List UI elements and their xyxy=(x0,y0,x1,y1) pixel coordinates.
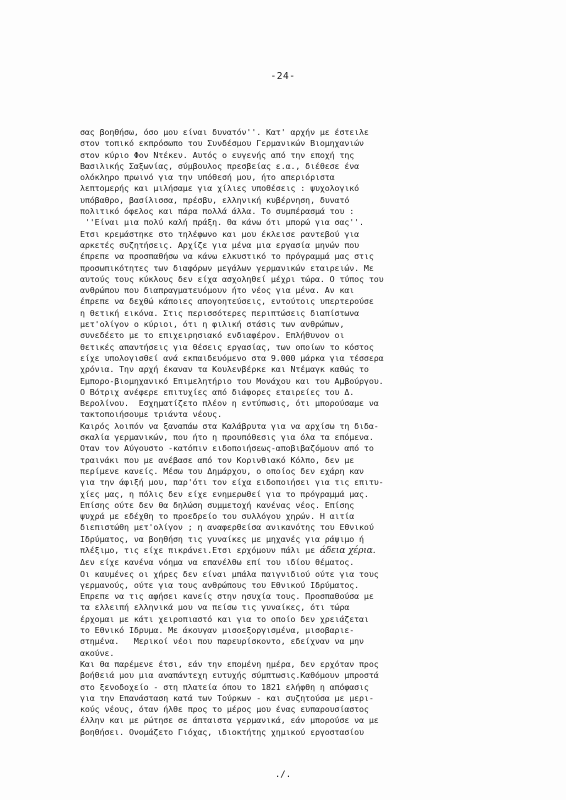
continuation-mark: ./. xyxy=(274,770,292,780)
text-line: είχε υπολογισθεί ανά εκπαιδευόμενο στα 9.000 μάρκα για τέσσερα xyxy=(80,352,384,363)
text-line: Ιδρύματος, να βοηθήση τις γυναίκες με μηχανές για ράψιμο ή xyxy=(80,533,364,544)
text-line: χρόνια. Την αρχή έκαναν τα Κουλενβέρκε και Ντέμαγκ καθώς το xyxy=(80,364,369,375)
text-line: σκαλία γερμανικών, που ήτο η προυπόθεσις για όλα τα επόμενα. xyxy=(80,432,374,443)
text-line: έπρεπε να δεχθώ κάποιες απογοητεύσεις, εντούτοις υπερτερούσε xyxy=(80,296,374,307)
text-line: στον τοπικό εκπρόσωπο του Συνδέσμου Γερμανικών Βιομηχανιών xyxy=(80,138,364,149)
text-line: θετικές απαντήσεις για θέσεις εργασίας, των οποίων το κόστος xyxy=(80,341,374,352)
text-line: ψυχρά με εδέχθη το προεδρείο του συλλόγου χηρών. Η αιτία xyxy=(80,511,355,522)
text-line: το Εθνικό Ιδρυμα. Με άκουγαν μισοεξοργισμένα, μισοβαριε- xyxy=(80,625,355,636)
text-line: Εμπορο-βιομηχανικό Επιμελητήριο του Μονάχου και του Αμβούργου. xyxy=(80,375,384,386)
text-line: ανθρώπου που διαπραγματευόμουν ήτο νέος για μένα. Αν και xyxy=(80,285,355,296)
text-line: για την άφιξή μου, παρ'ότι τον είχα ειδοποιήσει για τις επιτυ- xyxy=(80,477,384,488)
text-line: περίμενε κανείς. Μέσω του Δημάρχου, ο οποίος δεν εχάρη καν xyxy=(80,465,364,476)
text-line: έπρεπε να προσπαθήσω να κάνω ελκυστικό το πρόγραμμά μας στις xyxy=(80,251,374,262)
text-line: κούς νέους, όταν ήλθε προς το μέρος μου ένας ευπαρουσίαστος xyxy=(80,704,369,715)
text-line: η θετική εικόνα. Στις περισσότερες περιπτώσεις διαπίστωνα xyxy=(80,307,360,318)
text-line: πολιτικό όφελος και πάρα πολλά άλλα. Το συμπέρασμά του : xyxy=(80,206,355,217)
text-line: έλλην και με ρώτησε σε άπταιστα γερμανικά, εάν μπορούσε να με xyxy=(80,715,379,726)
text-line: προσωπικότητες των διαφόρων μεγάλων γερμανικών εταιρειών. Με xyxy=(80,262,374,273)
text-line: στον κύριο Φον Ντέκεν. Αυτός ο ευγενής από την εποχή της xyxy=(80,149,355,160)
text-line: βοήθειά μου μια αναπάντεχη ευτυχής σύμπτωσις.Καθόμουν μπροστά xyxy=(80,670,379,681)
text-line: ''Είναι μια πολύ καλή πράξη. Θα κάνω ότι μπορώ για σας''. xyxy=(80,217,364,228)
text-line: Δεν είχε κανένα νόημα να επανέλθω επί του ιδίου θέματος. xyxy=(80,557,355,568)
text-line: λεπτομερής και μιλήσαμε για χίλιες υποθέσεις : ψυχολογικό xyxy=(80,183,360,194)
text-line: μετ'ολίγον ο κύριοι, ότι η φιλική στάσις των ανθρώπων, xyxy=(80,319,345,330)
text-line: Επρεπε να τις αφήσει κανείς στην ησυχία τους. Προσπαθούσα με xyxy=(80,591,374,602)
text-line: Και θα παρέμενε έτσι, εάν την επομένη ημέρα, δεν ερχόταν προς xyxy=(80,658,379,669)
page-number: -24- xyxy=(270,71,296,82)
text-line: ακούνε. xyxy=(80,647,115,658)
text-line: χίες μας, η πόλις δεν είχε ενημερωθεί για το πρόγραμμά μας. xyxy=(80,488,369,499)
text-line: βοηθήσει. Ονομάζετο Γιόχας, ιδιοκτήτης χημικού εργοστασίου xyxy=(80,726,364,737)
body-text xyxy=(80,127,500,738)
text-line: τραινάκι που με ανέβασε από τον Κορινθιακό Κόλπο, δεν με xyxy=(80,454,355,465)
text-line: Καιρός λοιπόν να ξαναπάω στα Καλάβρυτα για να αρχίσω τη διδα- xyxy=(80,420,379,431)
text-line: συνεδέετο με το επιχειρησιακό ενδιαφέρον. Επλήθυνον οι xyxy=(80,330,345,341)
text-line: Βασιλικής Σαξωνίας, σύμβουλος πρεσβείας ε.α., διέθεσε ένα xyxy=(80,160,360,171)
text-line: για την Επανάσταση κατά των Τούρκων - και συζητούσα με μερι- xyxy=(80,692,374,703)
text-line: πλέξιμο, τις είχε πικράνει.Ετσι ερχόμουν πάλι με άδεια χέρια. xyxy=(80,544,376,556)
text-line: στημένα. Μερικοί νέοι που παρευρίσκοντο, εδείχναν να μην xyxy=(80,636,364,647)
text-line: Ετσι κρεμάστηκε στο τηλέφωνο και μου έκλεισε ραντεβού για xyxy=(80,228,360,239)
handwritten-insert: άδεια χέρια. xyxy=(319,545,376,556)
text-line: γερμανούς, ούτε για τους ανθρώπους του Εθνικού Ιδρύματος. xyxy=(80,579,360,590)
text-line: Βερολίνου. Εσχηματίζετο πλέον η εντύπωσις, ότι μπορούσαμε να xyxy=(80,398,379,409)
text-line: υπόβαθρο, βασίλισσα, πρέσβυ, ελληνική κυβέρνηση, δυνατό xyxy=(80,194,350,205)
text-line: στο ξενοδοχείο - στη πλατεία όπου το 1821 ελήφθη η απόφασις xyxy=(80,681,369,692)
text-line: αρκετές συζητήσεις. Αρχίζε για μένα μια εργασία μηνών που xyxy=(80,239,360,250)
text-line: τακτοποιήσουμε τριάντα νέους. xyxy=(80,409,222,420)
text-line: Επίσης ούτε δεν θα δηλώση συμμετοχή κανένας νέος. Επίσης xyxy=(80,499,355,510)
text-line: τα ελλειπή ελληνικά μου να πείσω τις γυναίκες, ότι τώρα xyxy=(80,602,350,613)
text-line: αυτούς τους κύκλους δεν είχα ασχοληθεί μέχρι τώρα. Ο τύπος του xyxy=(80,273,384,284)
text-line: σας βοηθήσω, όσο μου είναι δυνατόν''. Κατ' αρχήν με έστειλε xyxy=(80,127,369,137)
text-line: Οταν τον Αύγουστο -κατόπιν ειδοποιήσεως-αποβιβαζόμουν από το xyxy=(80,443,374,454)
text-line: διεπιστώθη μετ'ολίγον ; η αναφερθείσα ανικανότης του Εθνικού xyxy=(80,522,374,533)
text-line: έρχομαι με κάτι χειροπιαστό και για το οποίο δεν χρειάζεται xyxy=(80,613,369,624)
text-line: Ο Βότριχ ανέφερε επιτυχίες από διάφορες εταιρείες του Δ. xyxy=(80,386,355,397)
text-line: ολόκληρο πρωινό για την υπόθεσή μου, ήτο απεριόριστα xyxy=(80,172,335,183)
text-line: Οι καυμένες οι χήρες δεν είναι μπάλα παιγνιδιού ούτε για τους xyxy=(80,568,379,579)
